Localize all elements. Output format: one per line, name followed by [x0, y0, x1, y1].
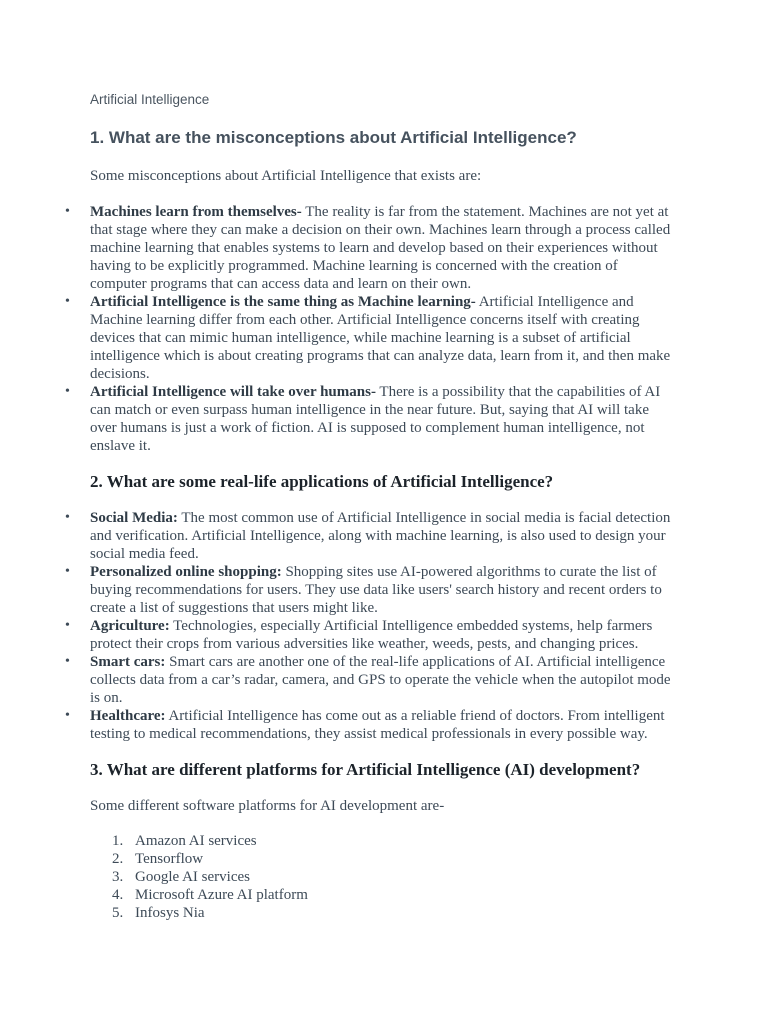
misconceptions-list [0, 203, 768, 455]
list-item [112, 868, 308, 886]
bullet-icon: • [65, 564, 70, 579]
list-item-text: Artificial Intelligence has come out as a reliable friend of doctors. From intelligent testing to medical recommendations, they assist medical professionals in every possible way. [90, 708, 665, 742]
list-item-term: Smart cars: [90, 654, 166, 670]
bullet-icon: • [65, 384, 70, 399]
section3-heading: 3. What are different platforms for Artificial Intelligence (AI) development? [90, 760, 641, 779]
list-item-text: The most common use of Artificial Intelligence in social media is facial detection and verification. Artificial Intelligence, along with machine learning, is also used to design your social media feed. [90, 510, 671, 562]
bullet-icon: • [65, 510, 70, 525]
list-item [65, 383, 678, 455]
list-item-number: 2. [112, 851, 124, 867]
bullet-icon: • [65, 204, 70, 219]
bullet-icon: • [65, 294, 70, 309]
applications-list [0, 509, 768, 743]
list-item [65, 617, 678, 653]
list-item-number: 3. [112, 869, 124, 885]
bullet-icon: • [65, 708, 70, 723]
list-item-term: Artificial Intelligence is the same thing as Machine learning- [90, 294, 476, 310]
list-item-text: Shopping sites use AI-powered algorithms to curate the list of buying recommendations for users. They use data like users' search history and recent orders to create a list of suggestions that users might like. [90, 564, 662, 616]
list-item [112, 904, 308, 922]
list-item-term: Personalized online shopping: [90, 564, 282, 580]
list-item-term: Social Media: [90, 510, 178, 526]
list-item [65, 707, 678, 743]
list-item-text: The reality is far from the statement. Machines are not yet at that stage where they can make a decision on their own. Machines learn through a process called machine learning that enables systems to learn and develop based on their experiences without having to be explicitly programmed. Machine learning is concerned with the creation of computer programs that can access data and learn on their own. [90, 204, 671, 292]
list-item [65, 203, 678, 293]
list-item-term: Machines learn from themselves- [90, 204, 302, 220]
section2-heading: 2. What are some real-life applications of Artificial Intelligence? [90, 472, 554, 491]
list-item-number: 5. [112, 905, 124, 921]
section1-heading: 1. What are the misconceptions about Artificial Intelligence? [90, 128, 577, 147]
list-item-label: Google AI services [135, 869, 250, 885]
bullet-icon: • [65, 618, 70, 633]
platforms-list [0, 832, 308, 922]
list-item-label: Infosys Nia [135, 905, 205, 921]
section3-intro: Some different software platforms for AI development are- [90, 798, 445, 814]
list-item-label: Microsoft Azure AI platform [135, 887, 308, 903]
list-item [65, 293, 678, 383]
list-item-label: Tensorflow [135, 851, 204, 867]
list-item-text: There is a possibility that the capabilities of AI can match or even surpass human intelligence in the near future. But, saying that AI will take over humans is just a work of fiction. AI is supposed to complement human intelligence, not enslave it. [90, 384, 661, 454]
bullet-icon: • [65, 654, 70, 669]
list-item-text: Smart cars are another one of the real-life applications of AI. Artificial intelligence collects data from a car’s radar, camera, and GPS to operate the vehicle when the autopilot mode is on. [90, 654, 671, 706]
list-item [65, 563, 678, 617]
list-item [112, 832, 308, 850]
list-item-number: 4. [112, 887, 124, 903]
list-item-term: Agriculture: [90, 618, 170, 634]
list-item-label: Amazon AI services [135, 833, 257, 849]
list-item-term: Artificial Intelligence will take over humans- [90, 384, 376, 400]
list-item [65, 509, 678, 563]
section1-intro: Some misconceptions about Artificial Intelligence that exists are: [90, 168, 482, 184]
list-item [112, 886, 308, 904]
document-title: Artificial Intelligence [90, 92, 210, 107]
list-item-text: Artificial Intelligence and Machine learning differ from each other. Artificial Intelligence concerns itself with creating devices that can mimic human intelligence, while machine learning is a subset of artificial intelligence which is about creating programs that can analyze data, learn from it, and then make decisions. [90, 294, 671, 382]
list-item-text: Technologies, especially Artificial Intelligence embedded systems, help farmers protect their crops from various adversities like weather, weeds, pests, and changing prices. [90, 618, 653, 652]
list-item-number: 1. [112, 833, 124, 849]
list-item-term: Healthcare: [90, 708, 166, 724]
list-item [65, 653, 678, 707]
list-item [112, 850, 308, 868]
